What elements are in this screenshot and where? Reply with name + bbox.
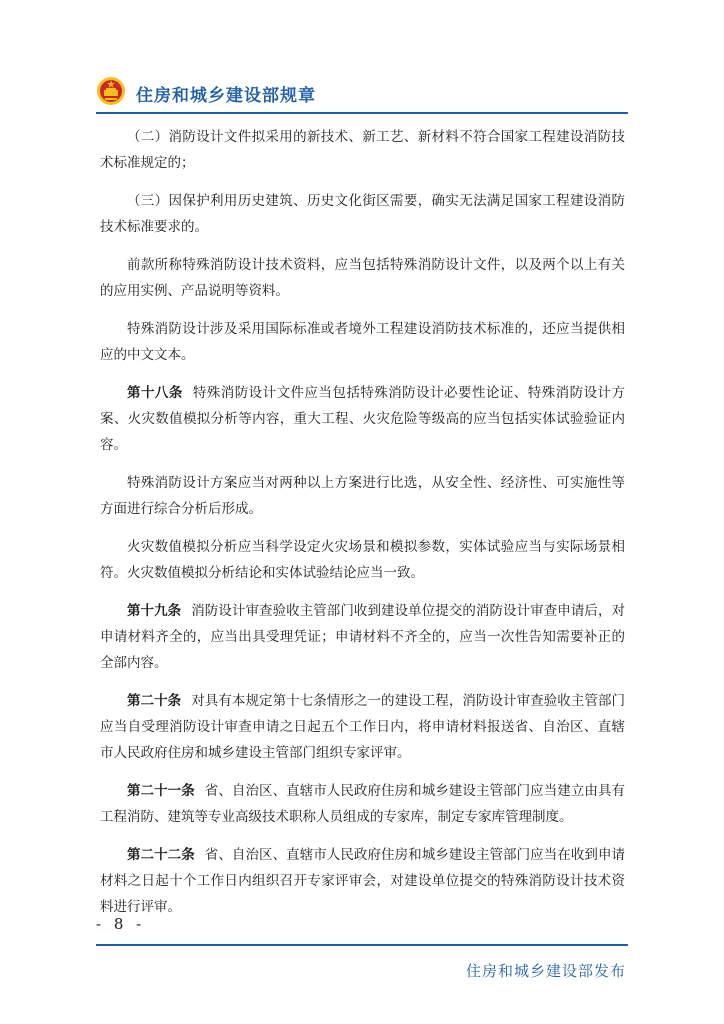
article-paragraph <box>100 380 625 458</box>
paragraph-text: （二）消防设计文件拟采用的新技术、新工艺、新材料不符合国家工程建设消防技术标准规定的； <box>100 129 625 171</box>
paragraph <box>100 534 625 586</box>
paragraph-text: 特殊消防设计涉及采用国际标准或者境外工程建设消防技术标准的，还应当提供相应的中文文本。 <box>100 321 625 363</box>
article-paragraph <box>100 598 625 676</box>
paragraph-text: 对具有本规定第十七条情形之一的建设工程，消防设计审查验收主管部门应当自受理消防设计审查申请之日起五个工作日内，将申请材料报送省、自治区、直辖市人民政府住房和城乡建设主管部门组织专家评审。 <box>100 693 626 761</box>
paragraph <box>100 316 625 368</box>
publisher-label: 住房和城乡建设部发布 <box>465 962 626 980</box>
paragraph-text: 特殊消防设计文件应当包括特殊消防设计必要性论证、特殊消防设计方案、火灾数值模拟分析等内容，重大工程、火灾危险等级高的应当包括实体试验验证内容。 <box>100 385 626 453</box>
article-number: 第二十条 <box>127 693 182 709</box>
page-header <box>96 76 628 116</box>
paragraph-text: （三）因保护利用历史建筑、历史文化街区需要，确实无法满足国家工程建设消防技术标准要求的。 <box>100 193 625 235</box>
paragraph <box>100 252 625 304</box>
header-divider <box>96 112 628 114</box>
paragraph-text: 特殊消防设计方案应当对两种以上方案进行比选，从安全性、经济性、可实施性等方面进行综合分析后形成。 <box>100 475 625 517</box>
paragraph-text: 前款所称特殊消防设计技术资料，应当包括特殊消防设计文件，以及两个以上有关的应用实例、产品说明等资料。 <box>100 257 625 299</box>
paragraph-text: 火灾数值模拟分析应当科学设定火灾场景和模拟参数，实体试验应当与实际场景相符。火灾数值模拟分析结论和实体试验结论应当一致。 <box>100 539 625 581</box>
paragraph <box>100 124 625 176</box>
article-number: 第二十二条 <box>127 847 195 863</box>
article-paragraph <box>100 778 625 830</box>
paragraph <box>100 188 625 240</box>
article-number: 第十八条 <box>127 385 183 401</box>
paragraph-text: 省、自治区、直辖市人民政府住房和城乡建设主管部门应当建立由具有工程消防、建筑等专业高级技术职称人员组成的专家库，制定专家库管理制度。 <box>100 783 626 825</box>
national-emblem-icon <box>96 76 126 106</box>
page-number: - 8 - <box>96 915 146 933</box>
paragraph <box>100 470 625 522</box>
article-number: 第二十一条 <box>127 783 195 799</box>
footer-divider <box>96 944 628 946</box>
header-title: 住房和城乡建设部规章 <box>136 86 316 106</box>
document-body <box>100 124 625 932</box>
article-number: 第十九条 <box>127 603 182 619</box>
article-paragraph <box>100 688 625 766</box>
paragraph-text: 消防设计审查验收主管部门收到建设单位提交的消防设计审查申请后，对申请材料齐全的，应当出具受理凭证；申请材料不齐全的，应当一次性告知需要补正的全部内容。 <box>100 603 626 671</box>
article-paragraph <box>100 842 625 920</box>
paragraph-text: 省、自治区、直辖市人民政府住房和城乡建设主管部门应当在收到申请材料之日起十个工作日内组织召开专家评审会，对建设单位提交的特殊消防设计技术资料进行评审。 <box>100 847 626 915</box>
